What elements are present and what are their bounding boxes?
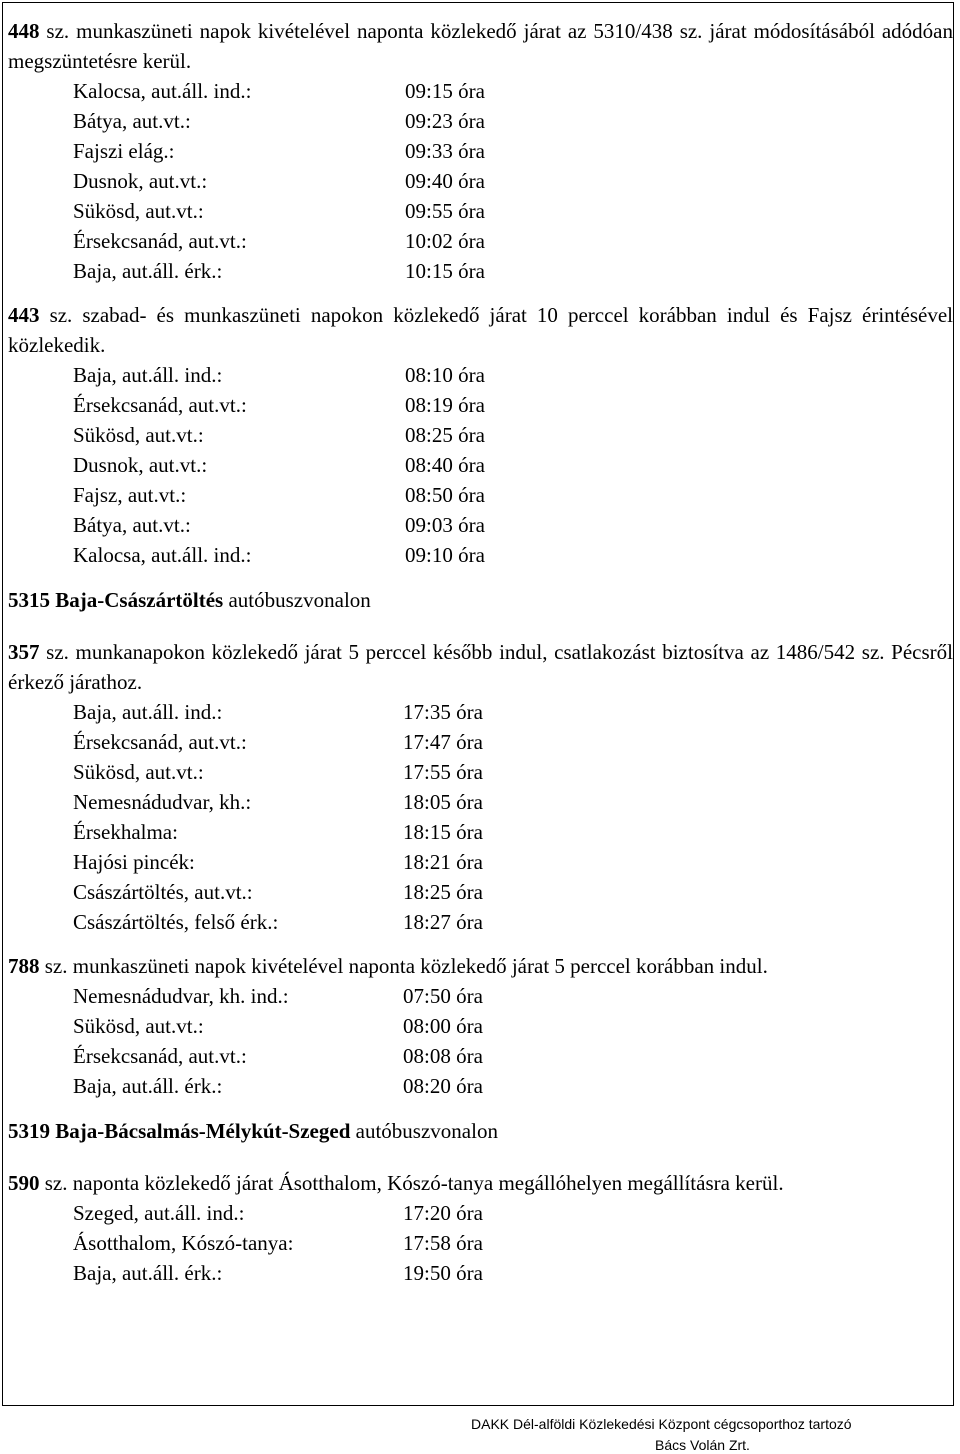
section-gap xyxy=(8,937,953,951)
service-number: 443 xyxy=(8,303,40,327)
section-gap xyxy=(8,623,953,637)
stop-row xyxy=(73,136,953,166)
notice-text: sz. munkanapokon közlekedő járat 5 perccel később indul, csatlakozást biztosítva az 1486/542 sz. Pécsről érkező járathoz. xyxy=(8,640,953,694)
stop-name: Nemesnádudvar, kh.: xyxy=(73,790,252,814)
stop-time: 18:05 óra xyxy=(403,790,483,814)
stop-row xyxy=(73,196,953,226)
stop-row xyxy=(73,757,953,787)
stop-row xyxy=(73,106,953,136)
stop-name: Sükösd, aut.vt.: xyxy=(73,423,204,447)
section-gap xyxy=(8,286,953,300)
stop-row xyxy=(73,510,953,540)
footer-line-2: Bács Volán Zrt. xyxy=(655,1437,750,1453)
stop-row xyxy=(73,1228,953,1258)
stop-time: 08:10 óra xyxy=(405,363,485,387)
stop-time: 17:55 óra xyxy=(403,760,483,784)
stop-name: Baja, aut.áll. érk.: xyxy=(73,1074,223,1098)
stop-row xyxy=(73,226,953,256)
stop-time: 08:50 óra xyxy=(405,483,485,507)
stop-time: 08:25 óra xyxy=(405,423,485,447)
stop-name: Baja, aut.áll. ind.: xyxy=(73,700,223,724)
stop-list xyxy=(73,981,953,1101)
stop-row xyxy=(73,847,953,877)
stop-name: Érsekcsanád, aut.vt.: xyxy=(73,730,247,754)
stop-time: 08:08 óra xyxy=(403,1044,483,1068)
stop-row xyxy=(73,540,953,570)
stop-row xyxy=(73,390,953,420)
stop-time: 08:00 óra xyxy=(403,1014,483,1038)
stop-time: 07:50 óra xyxy=(403,984,483,1008)
stop-time: 10:02 óra xyxy=(405,229,485,253)
stop-name: Érsekcsanád, aut.vt.: xyxy=(73,1044,247,1068)
stop-name: Érsekcsanád, aut.vt.: xyxy=(73,229,247,253)
stop-time: 10:15 óra xyxy=(405,259,485,283)
stop-row xyxy=(73,907,953,937)
stop-time: 09:55 óra xyxy=(405,199,485,223)
stop-name: Fajszi elág.: xyxy=(73,139,175,163)
stop-name: Baja, aut.áll. érk.: xyxy=(73,259,223,283)
stop-row xyxy=(73,450,953,480)
route-heading xyxy=(8,585,953,615)
stop-row xyxy=(73,1011,953,1041)
route-heading xyxy=(8,1116,953,1146)
stop-time: 08:20 óra xyxy=(403,1074,483,1098)
stop-time: 09:33 óra xyxy=(405,139,485,163)
stop-name: Érsekcsanád, aut.vt.: xyxy=(73,393,247,417)
route-suffix: autóbuszvonalon xyxy=(350,1119,498,1143)
stop-row xyxy=(73,817,953,847)
notice-text: sz. munkaszüneti napok kivételével naponta közlekedő járat 5 perccel korábban indul. xyxy=(39,954,768,978)
footer-line-1: DAKK Dél-alföldi Közlekedési Központ cégcsoporthoz tartozó xyxy=(471,1416,852,1432)
stop-row xyxy=(73,787,953,817)
stop-row xyxy=(73,877,953,907)
stop-time: 09:03 óra xyxy=(405,513,485,537)
stop-row xyxy=(73,480,953,510)
stop-row xyxy=(73,981,953,1011)
stop-name: Bátya, aut.vt.: xyxy=(73,513,191,537)
notice-paragraph xyxy=(8,1168,953,1198)
stop-list xyxy=(73,1198,953,1288)
route-suffix: autóbuszvonalon xyxy=(223,588,371,612)
stop-list xyxy=(73,360,953,570)
stop-name: Császártöltés, aut.vt.: xyxy=(73,880,253,904)
stop-time: 09:15 óra xyxy=(405,79,485,103)
stop-name: Ásotthalom, Kószó-tanya: xyxy=(73,1231,294,1255)
stop-time: 17:20 óra xyxy=(403,1201,483,1225)
stop-time: 08:19 óra xyxy=(405,393,485,417)
stop-row xyxy=(73,1041,953,1071)
stop-name: Szeged, aut.áll. ind.: xyxy=(73,1201,245,1225)
notice-paragraph xyxy=(8,16,953,76)
stop-name: Nemesnádudvar, kh. ind.: xyxy=(73,984,289,1008)
stop-name: Baja, aut.áll. érk.: xyxy=(73,1261,223,1285)
stop-name: Sükösd, aut.vt.: xyxy=(73,760,204,784)
service-number: 448 xyxy=(8,19,40,43)
notice-paragraph xyxy=(8,951,953,981)
stop-name: Baja, aut.áll. ind.: xyxy=(73,363,223,387)
service-number: 590 xyxy=(8,1171,40,1195)
stop-row xyxy=(73,1198,953,1228)
stop-name: Fajsz, aut.vt.: xyxy=(73,483,187,507)
service-number: 357 xyxy=(8,640,40,664)
notice-text: sz. naponta közlekedő járat Ásotthalom, Kószó-tanya megállóhelyen megállításra kerül. xyxy=(39,1171,784,1195)
stop-name: Dusnok, aut.vt.: xyxy=(73,453,208,477)
stop-row xyxy=(73,727,953,757)
stop-name: Hajósi pincék: xyxy=(73,850,195,874)
stop-row xyxy=(73,166,953,196)
stop-name: Bátya, aut.vt.: xyxy=(73,109,191,133)
notice-text: sz. munkaszüneti napok kivételével naponta közlekedő járat az 5310/438 sz. járat módosításából adódóan megszüntetésre kerül. xyxy=(8,19,953,73)
stop-time: 19:50 óra xyxy=(403,1261,483,1285)
stop-time: 18:15 óra xyxy=(403,820,483,844)
stop-row xyxy=(73,420,953,450)
stop-name: Császártöltés, felső érk.: xyxy=(73,910,279,934)
stop-time: 17:58 óra xyxy=(403,1231,483,1255)
notice-text: sz. szabad- és munkaszüneti napokon közlekedő járat 10 perccel korábban indul és Fajsz érintésével közlekedik. xyxy=(8,303,953,357)
stop-list xyxy=(73,76,953,286)
stop-row xyxy=(73,256,953,286)
stop-name: Dusnok, aut.vt.: xyxy=(73,169,208,193)
stop-row xyxy=(73,360,953,390)
stop-name: Sükösd, aut.vt.: xyxy=(73,199,204,223)
stop-time: 18:21 óra xyxy=(403,850,483,874)
stop-row xyxy=(73,697,953,727)
stop-time: 09:40 óra xyxy=(405,169,485,193)
service-number: 788 xyxy=(8,954,40,978)
stop-time: 09:23 óra xyxy=(405,109,485,133)
stop-time: 18:25 óra xyxy=(403,880,483,904)
stop-name: Kalocsa, aut.áll. ind.: xyxy=(73,543,252,567)
stop-time: 18:27 óra xyxy=(403,910,483,934)
route-name: 5315 Baja-Császártöltés xyxy=(8,588,224,612)
stop-time: 17:35 óra xyxy=(403,700,483,724)
stop-time: 08:40 óra xyxy=(405,453,485,477)
document-body xyxy=(8,16,953,1288)
notice-paragraph xyxy=(8,637,953,697)
section-gap xyxy=(8,1154,953,1168)
stop-name: Sükösd, aut.vt.: xyxy=(73,1014,204,1038)
route-name: 5319 Baja-Bácsalmás-Mélykút-Szeged xyxy=(8,1119,351,1143)
stop-list xyxy=(73,697,953,937)
stop-name: Kalocsa, aut.áll. ind.: xyxy=(73,79,252,103)
stop-time: 17:47 óra xyxy=(403,730,483,754)
stop-row xyxy=(73,1071,953,1101)
stop-name: Érsekhalma: xyxy=(73,820,178,844)
stop-row xyxy=(73,1258,953,1288)
stop-time: 09:10 óra xyxy=(405,543,485,567)
stop-row xyxy=(73,76,953,106)
notice-paragraph xyxy=(8,300,953,360)
